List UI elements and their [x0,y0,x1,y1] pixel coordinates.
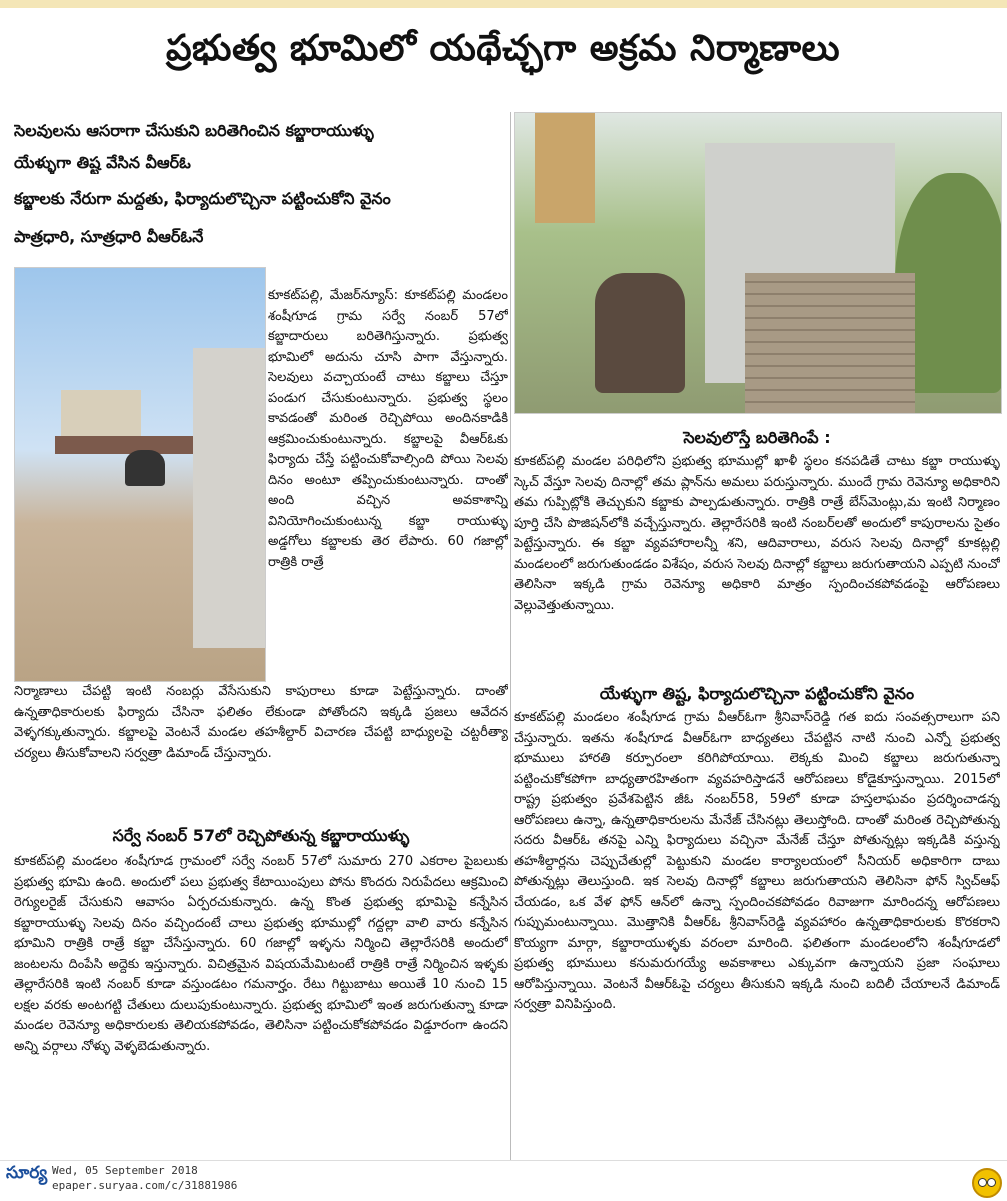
footer-date: Wed, 05 September 2018 [52,1164,198,1177]
subheading-1: సెలవులను ఆసరాగా చేసుకుని బరితెగించిన కబ్జారాయుళ్ళు [14,121,374,140]
section-heading-survey-57: సర్వే నంబర్ 57లో రెచ్చిపోతున్న కబ్జారాయుళ్ళు [112,826,410,845]
section-body-vro: కూకట్‌పల్లి మండలం శంషీగూడ గ్రామ వీఆర్ఓగా శ్రీనివాస్‌రెడ్డి గత ఐదు సంవత్సరాలుగా పని చేస్తున్నారు. ఇతను శంషీగూడ వీఆర్ఓగా బాధ్యతలు చేపట్టిన నాటి నుంచి ఎన్నో ప్రభుత్వ భూములు హారతి కర్పూరంలా కరిగిపోయాయి. లెక్కకు మించి కబ్జాలు జరుగుతున్నా పట్టించుకోకపోగా బాధ్యతారహితంగా వ్యవహరిస్తాడనే ఆరోపణలు కోడైకూస్తున్నాయి. 2015లో రాష్ట్ర ప్రభుత్వం ప్రవేశపెట్టిన జీఓ నంబర్58, 59లో కూడా హస్తలాఘవం ప్రదర్శించాడన్న ఆరోపణలు ఉన్నా, ఉన్నతాధికారులను మేనేజ్ చేసినట్లు తెలుస్తోంది. దాంతో మరింత రెచ్చిపోతున్న సదరు వీఆర్ఓ తనపై ఎన్ని ఫిర్యాదులు వచ్చినా మేనేజ్ చేస్తూ పోతున్నట్లు ఇక్కడికి వస్తున్న తహశీల్దార్లను చెప్పుచేతుల్లో పెట్టుకుని మండల కార్యాలయంలో సీనియర్ అధికారిగా దాబు పోతున్నట్లు తెలుస్తుంది. ఇక సెలవు దినాల్లో కబ్జాలు జరుగుతాయని తెలిసినా ఫోన్ స్విచ్ఆఫ్ చేయడం, ఒక వేళ ఫోన్ ఆన్‌లో ఉన్నా స్పందించకపోవడం రివాజుగా మారిందన్న ఆరోపణలు గుప్పుమంటున్నాయి. మొత్తానికి వీఆర్ఓ శ్రీనివాస్‌రెడ్డి వ్యవహారం ఉన్నతాధికారులకు కొరకరాని కొయ్యగా మార్గా, కబ్జారాయుళ్ళకు వరంలా మారింది. ఫలితంగా మండలంలోని శంషీగూడలో ప్రభుత్వ భూములు కనుమరుగయ్యే అవకాశాలు ఎక్కువగా ఉన్నాయని ప్రజా సంఘాలు ఆరోపిస్తున్నాయి. వెంటనే వీఆర్ఓపై చర్యలు తీసుకుని ఇక్కడి నుంచి బదిలీ చేయాలనే డిమాండ్ సర్వత్రా వినిపిస్తుంది. [514,710,1000,1012]
photo-children-by-wall [514,112,1002,414]
suryaa-logo: సూర్య [6,1163,48,1183]
owl-icon [972,1168,1002,1198]
footer-info [52,1163,237,1193]
top-color-bar [0,0,1007,8]
section-body-holidays: కూకట్‌పల్లి మండల పరిధిలోని ప్రభుత్వ భూముల్లో ఖాళీ స్థలం కనపడితే చాటు కబ్జా రాయుళ్ళు స్కెచ్ వేస్తూ సెలవు దినాల్లో తమ ప్లాన్‌ను అమలు పరుస్తున్నారు. ముందే గ్రామ రెవెన్యూ అధికారిని తమ గుప్పిట్లోకి తెచ్చుకుని కబ్జాకు పాల్పడుతున్నారు. రాత్రికి రాత్రే బేస్‌మెంట్లు,మ ఇంటి నిర్మాణం పూర్తి చేసి పొజిషన్‌లోకి వచ్చేస్తున్నారు. తెల్లారేసరికి ఇంటి నంబర్‌లతో అందులో కాపురాలను సైతం పెట్టేస్తున్నారు. ఈ కబ్జా వ్యవహారాలన్నీ శని, ఆదివారాలు, వరుస సెలవు దినాల్లో కూకట్లల్లి మండలంలో జరుగుతుండడం విశేషం, వరుస సెలవు దినాల్లో కబ్జాలు జరుగుతాయని ఎప్పటి నుంచో తెలిసినా ఇక్కడి గ్రామ రెవెన్యూ అధికారి మాత్రం స్పందించకపోవడంపై ఆరోపణలు వెల్లువెత్తుతున్నాయి. [514,454,1000,613]
headline: ప్రభుత్వ భూమిలో యథేచ్ఛగా అక్రమ నిర్మాణాలు [165,28,841,69]
section-heading-holidays: సెలవులొస్తే బరితెగింపే : [683,428,831,447]
photo-construction-site [14,267,266,682]
article-intro-continued: నిర్మాణాలు చేపట్టి ఇంటి నంబర్లు వేసేసుకుని కాపురాలు కూడా పెట్టేస్తున్నారు. దాంతో ఉన్నతాధికారులకు ఫిర్యాదు చేసినా ఫలితం లేకుండా పోతోందని ఇక్కడి ప్రజలు ఆవేదన వెళ్ళగక్కుతున్నారు. కబ్జాలపై వెంటనే మండల తహశీల్దార్ విచారణ చేపట్టి బాధ్యులపై చట్టరీత్యా చర్యలు తీసుకోవాలని సర్వత్రా డిమాండ్ చేస్తున్నారు. [14,684,508,761]
section-body-survey-57: కూకట్‌పల్లి మండలం శంషీగూడ గ్రామంలో సర్వే నంబర్ 57లో సుమారు 270 ఎకరాల పైబలుకు ప్రభుత్వ భూమి ఉంది. అందులో పలు ప్రభుత్వ కేటాయింపులు పోను కొందరు నిరుపేదలు ఆక్రమించి రెగ్యులరైజ్ చేసుకుని ఆవాసం ఏర్పరచుకున్నారు. ఉన్న కొంత ప్రభుత్వ భూమిపై కన్నేసిన కబ్జారాయుళ్ళు సెలవు దినం వచ్చిందంటే చాలు ప్రభుత్వ భూముల్లో గద్దల్లా వాలి వారు కన్నేసిన భూమిని రాత్రికి రాత్రే కబ్జా చేసేస్తున్నారు. 60 గజాల్లో ఇళ్ళను నిర్మించి తెల్లారేసరికి అందులో జంటలను దింపేసి అద్దెకు ఇస్తున్నారు. విచిత్రమైన విషయమేమిటంటే రాత్రికి రాత్రే నిర్మించిన ఇళ్ళకు తెల్లారేసరికి ఇంటి నంబర్ కూడా వస్తుండటం గమనార్హం. రేటు గిట్టుబాటు అయితే 10 నుంచి 15 లక్షల వరకు అంటగట్టి చేతులు దులుపుకుంటున్నారు. ప్రభుత్వ భూమిలో ఇంత జరుగుతున్నా కూడా మండల రెవెన్యూ అధికారులకు తెలియకపోవడం, తెలిసినా పట్టించుకోకపోవడం విడ్డూరంగా ఉందని అన్ని వర్గాలు నోళ్ళు వెళ్ళబెడుతున్నారు. [14,854,508,1054]
section-heading-vro: యేళ్ళుగా తిష్ట, ఫిర్యాదులొచ్చినా పట్టించుకోని వైనం [599,684,915,703]
subheading-4: పాత్రధారి, సూత్రధారి వీఆర్ఓనే [14,227,204,246]
article-intro: కూకట్‌పల్లి, మేజర్‌న్యూస్: కూకట్‌పల్లి మండలం శంషీగూడ గ్రామ సర్వే నంబర్ 57లో కబ్జాదారులు బరితెగిస్తున్నారు. ప్రభుత్వ భూమిలో అదును చూసి పాగా వేస్తున్నారు. సెలవులు వచ్చాయంటే చాటు కబ్జాలు చేస్తూ పండుగ చేసుకుంటున్నారు. ప్రభుత్వ స్థలం కావడంతో మరింత రెచ్చిపోయి అందినకాడికి ఆక్రమించుకుంటున్నారు. కబ్జాలపై వీఆర్ఓకు ఫిర్యాదు చేస్తే పట్టించుకోవాల్సింది పోయి సెలవు దినం అంటూ తప్పించుకుంటున్నారు. దాంతో అంది వచ్చిన అవకాశాన్ని వినియోగించుకుంటున్న కబ్జా రాయుళ్ళు అడ్డగోలు కబ్జాలకు తెర లేపారు. 60 గజాల్లో రాత్రికి రాత్రే [268,288,508,570]
footer-url[interactable]: epaper.suryaa.com/c/31881986 [52,1179,238,1192]
subheading-3: కబ్జాలకు నేరుగా మద్దతు, ఫిర్యాదులొచ్చినా పట్టించుకోని వైనం [14,189,391,208]
column-divider [510,112,511,1162]
subheading-2: యేళ్ళుగా తిష్ట వేసిన వీఆర్ఓ [14,153,191,172]
